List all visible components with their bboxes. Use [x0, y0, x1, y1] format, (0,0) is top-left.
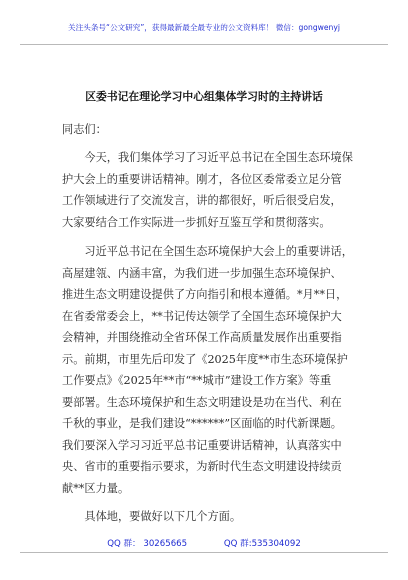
text-line: 护大会上的重要讲话精神。刚才，各位区委常委立足分管	[62, 172, 342, 186]
salutation	[62, 119, 352, 141]
footer-qq-group-1: QQ 群： 30265665	[107, 539, 188, 549]
text-line: 工作要点》《2025年**市“**城市”建设工作方案》等重	[62, 374, 332, 387]
paragraph-3	[62, 506, 352, 528]
text-line: 献**区力量。	[62, 481, 130, 495]
document-title: 区委书记在理论学习中心组集体学习时的主持讲话	[85, 90, 323, 103]
header-divider	[20, 44, 388, 45]
text-line: 央、省市的重要指示要求，为新时代生态文明建设持续贡	[62, 460, 342, 473]
text-line: 推进生态文明建设提供了方向指引和根本遵循。*月**日，	[62, 288, 348, 301]
text-line: 千秋的事业，是我们建设“******”区面临的时代新课题。	[62, 417, 342, 430]
header-banner-text: 关注头条号“公文研究”，获得最新最全最专业的公文资料库！ 微信：gongwenyj	[68, 23, 340, 32]
header-banner	[0, 22, 408, 33]
paragraph-1	[62, 147, 352, 233]
text-line: 示。前期，市里先后印发了《2025年度**市生态环境保护	[62, 352, 348, 366]
text-line: 会精神，并围绕推动全省环保工作高质量发展作出重要指	[62, 331, 342, 344]
text-line: 工作领域进行了交流发言，讲的都很好，听后很受启发，	[62, 194, 342, 207]
text-line: 高屋建瓴、内涵丰富，为我们进一步加强生态环境保护、	[62, 266, 342, 280]
text-line: 要部署。生态环境保护和生态文明建设是功在当代、利在	[62, 395, 342, 409]
text-line: 在省委常委会上，**书记传达领学了全国生态环境保护大	[62, 309, 342, 323]
text-line: 今天，我们集体学习了习近平总书记在全国生态环境保	[62, 151, 353, 164]
text-line: 大家要结合工作实际进一步抓好互鉴互学和贯彻落实。	[62, 215, 331, 229]
text-line: 具体地，要做好以下几个方面。	[62, 510, 242, 523]
footer-qq-group-2: QQ 群:535304092	[223, 539, 301, 549]
footer-divider	[20, 552, 388, 553]
paragraph-2	[62, 241, 352, 499]
footer	[0, 537, 408, 549]
text-line: 习近平总书记在全国生态环境保护大会上的重要讲话，	[62, 245, 353, 258]
text-line: 我们要深入学习习近平总书记重要讲话精神，认真落实中	[62, 438, 342, 452]
text-line: 同志们：	[62, 123, 107, 136]
